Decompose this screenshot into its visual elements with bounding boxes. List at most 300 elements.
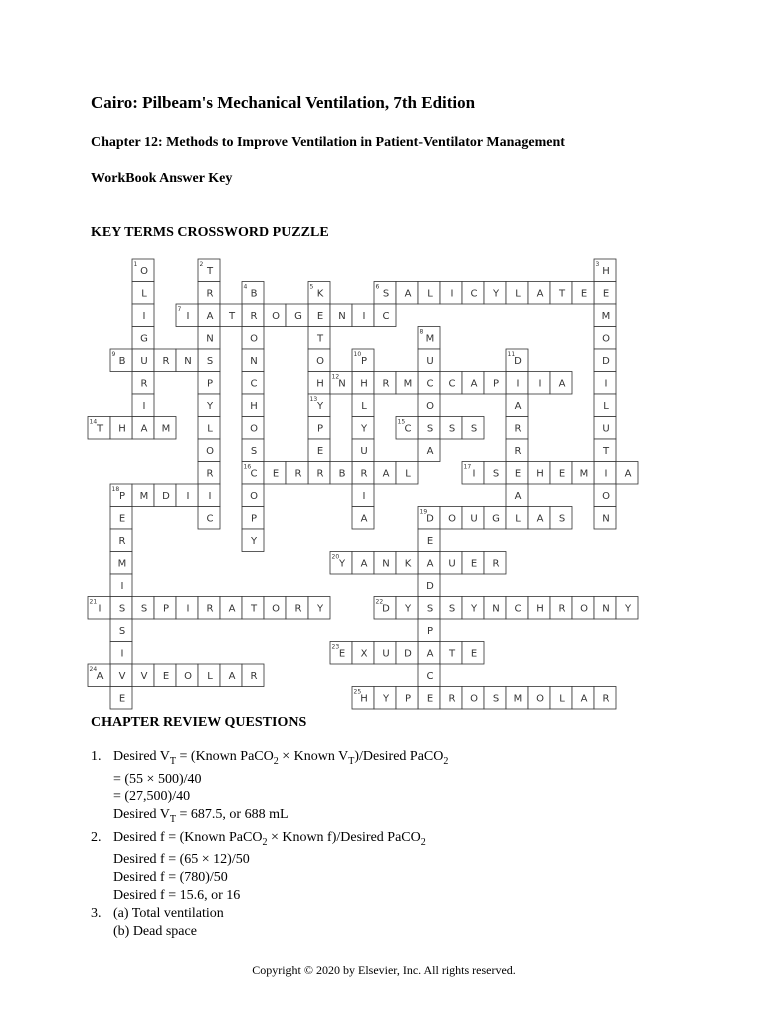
cell-letter: N	[602, 513, 610, 525]
crossword-cell	[110, 574, 132, 597]
crossword-cell	[506, 484, 528, 507]
clue-number: 19	[419, 508, 428, 516]
crossword-cell	[374, 597, 396, 620]
crossword-cell	[418, 394, 440, 417]
cell-letter: B	[250, 288, 258, 300]
crossword-cell	[594, 484, 616, 507]
cell-letter: U	[382, 648, 390, 660]
cell-letter: R	[206, 468, 214, 480]
crossword-cell	[594, 597, 616, 620]
crossword-cell	[418, 664, 440, 687]
crossword-cell	[110, 507, 132, 530]
crossword-cell	[220, 304, 242, 327]
clue-number: 8	[419, 328, 424, 336]
crossword-cell	[308, 394, 330, 417]
answer-key-label: WorkBook Answer Key	[91, 171, 233, 186]
crossword-cell	[550, 372, 572, 395]
cell-letter: D	[602, 355, 610, 367]
answer-line: = (55 × 500)/40	[113, 771, 202, 787]
cell-letter: I	[142, 400, 146, 412]
cell-letter: I	[186, 603, 190, 615]
crossword-cell	[440, 372, 462, 395]
cell-letter: Y	[360, 423, 368, 435]
crossword-cell	[198, 349, 220, 372]
document-title: Cairo: Pilbeam's Mechanical Ventilation, 7th Edition	[91, 93, 476, 112]
cell-letter: I	[362, 310, 366, 322]
cell-letter: N	[492, 603, 500, 615]
crossword-cell	[154, 597, 176, 620]
cell-letter: O	[448, 513, 456, 525]
crossword-cell	[396, 417, 418, 440]
cell-letter: R	[294, 468, 302, 480]
cell-letter: E	[316, 310, 324, 322]
crossword-cell	[198, 507, 220, 530]
crossword-cell	[110, 529, 132, 552]
crossword-cell	[110, 349, 132, 372]
crossword-cell	[396, 552, 418, 575]
crossword-cell	[330, 372, 352, 395]
crossword-cell	[594, 327, 616, 350]
crossword-cell	[110, 664, 132, 687]
cell-letter: R	[492, 558, 500, 570]
crossword-cell	[176, 664, 198, 687]
crossword-cell	[484, 462, 506, 485]
crossword-cell	[110, 687, 132, 710]
crossword-cell	[418, 619, 440, 642]
crossword-cell	[440, 552, 462, 575]
crossword-cell	[352, 349, 374, 372]
cell-letter: E	[426, 693, 434, 705]
cell-letter: H	[536, 603, 544, 615]
answer-line: Desired f = 15.6, or 16	[113, 887, 241, 903]
cell-letter: R	[316, 468, 324, 480]
crossword-cell	[572, 462, 594, 485]
cell-letter: S	[448, 423, 456, 435]
crossword-cell	[594, 282, 616, 305]
clue-number: 10	[353, 351, 362, 358]
cell-letter: X	[360, 648, 368, 660]
crossword-cell	[198, 439, 220, 462]
clue-number: 21	[89, 598, 98, 606]
crossword-cell	[484, 687, 506, 710]
cell-letter: S	[140, 603, 148, 615]
cell-letter: C	[250, 468, 258, 480]
crossword-cell	[198, 304, 220, 327]
crossword-cell	[264, 597, 286, 620]
answer-line: Desired f = (780)/50	[113, 870, 228, 886]
cell-letter: A	[514, 490, 522, 502]
crossword-cell	[462, 417, 484, 440]
crossword-cell	[418, 597, 440, 620]
crossword-cell	[462, 552, 484, 575]
crossword-cell	[198, 372, 220, 395]
crossword-cell	[198, 259, 220, 282]
cell-letter: T	[316, 333, 324, 345]
crossword-cell	[418, 439, 440, 462]
cell-letter: U	[602, 423, 610, 435]
review-question	[91, 905, 448, 941]
crossword-cell	[242, 507, 264, 530]
crossword-cell	[352, 552, 374, 575]
crossword-cell	[374, 687, 396, 710]
cell-letter: I	[538, 378, 542, 390]
cell-letter: N	[382, 558, 390, 570]
crossword-cell	[242, 282, 264, 305]
crossword-cell	[440, 642, 462, 665]
crossword-cell	[308, 304, 330, 327]
crossword-cell	[264, 462, 286, 485]
crossword-cell	[352, 484, 374, 507]
cell-letter: S	[426, 423, 434, 435]
cell-letter: O	[140, 265, 148, 277]
crossword-cell	[594, 259, 616, 282]
answer-line: Desired f = (65 × 12)/50	[113, 852, 250, 868]
clue-number: 1	[133, 261, 138, 268]
cell-letter: P	[492, 378, 500, 390]
cell-letter: N	[184, 355, 192, 367]
cell-letter: P	[206, 378, 214, 390]
cell-letter: Y	[316, 603, 324, 615]
cell-letter: R	[118, 535, 126, 547]
crossword-cell	[352, 642, 374, 665]
cell-letter: A	[404, 288, 412, 300]
cell-letter: R	[162, 355, 170, 367]
crossword-cell	[132, 417, 154, 440]
crossword-cell	[484, 372, 506, 395]
clue-number: 20	[331, 553, 340, 561]
cell-letter: V	[140, 670, 148, 682]
cell-letter: O	[470, 693, 478, 705]
crossword-cell	[506, 282, 528, 305]
cell-letter: Y	[624, 603, 632, 615]
crossword-cell	[352, 687, 374, 710]
cell-letter: A	[140, 423, 148, 435]
crossword-cell	[506, 439, 528, 462]
crossword-cell	[198, 282, 220, 305]
cell-letter: E	[338, 648, 346, 660]
cell-letter: S	[382, 288, 390, 300]
cell-letter: M	[117, 558, 127, 570]
review-heading: CHAPTER REVIEW QUESTIONS	[91, 715, 307, 730]
cell-letter: O	[250, 333, 258, 345]
crossword-cell	[418, 552, 440, 575]
crossword-cell	[528, 372, 550, 395]
cell-letter: Y	[206, 400, 214, 412]
crossword-cell	[308, 439, 330, 462]
cell-letter: L	[207, 423, 213, 435]
chapter-title: Chapter 12: Methods to Improve Ventilation in Patient-Ventilator Management	[91, 135, 565, 150]
crossword-cell	[176, 349, 198, 372]
cell-letter: N	[338, 310, 346, 322]
cell-letter: D	[162, 490, 170, 502]
cell-letter: T	[228, 310, 236, 322]
crossword-cell	[330, 552, 352, 575]
crossword-cell	[572, 687, 594, 710]
cell-letter: I	[98, 603, 102, 615]
cell-letter: O	[426, 400, 434, 412]
cell-letter: C	[250, 378, 258, 390]
cell-letter: H	[118, 423, 126, 435]
cell-letter: A	[426, 558, 434, 570]
cell-letter: Y	[470, 603, 478, 615]
cell-letter: N	[338, 378, 346, 390]
cell-letter: E	[118, 693, 126, 705]
crossword-cell	[242, 439, 264, 462]
cell-letter: M	[425, 333, 435, 345]
crossword-cell	[528, 687, 550, 710]
crossword-cell	[528, 282, 550, 305]
cell-letter: T	[96, 423, 104, 435]
cell-letter: E	[558, 468, 566, 480]
crossword-cell	[550, 687, 572, 710]
cell-letter: L	[405, 468, 411, 480]
cell-letter: I	[604, 378, 608, 390]
cell-letter: I	[362, 490, 366, 502]
cell-letter: A	[426, 445, 434, 457]
review-question	[91, 748, 448, 829]
crossword-cell	[330, 462, 352, 485]
cell-letter: O	[272, 310, 280, 322]
clue-number: 11	[507, 351, 516, 358]
cell-letter: L	[427, 288, 433, 300]
crossword-cell	[88, 417, 110, 440]
cell-letter: U	[140, 355, 148, 367]
crossword-cell	[132, 394, 154, 417]
crossword-cell	[572, 597, 594, 620]
answer-line: (a) Total ventilation	[113, 905, 224, 921]
cell-letter: O	[602, 333, 610, 345]
cell-letter: E	[602, 288, 610, 300]
crossword-cell	[110, 642, 132, 665]
cell-letter: Y	[382, 693, 390, 705]
crossword-cell	[198, 394, 220, 417]
cell-letter: O	[206, 445, 214, 457]
cell-letter: O	[602, 490, 610, 502]
answer-line: = (27,500)/40	[113, 789, 191, 805]
cell-letter: E	[426, 535, 434, 547]
cell-letter: L	[603, 400, 609, 412]
crossword-cell	[198, 327, 220, 350]
crossword-cell	[418, 687, 440, 710]
crossword-cell	[352, 507, 374, 530]
cell-letter: U	[426, 355, 434, 367]
crossword-cell	[132, 327, 154, 350]
crossword-cell	[506, 687, 528, 710]
cell-letter: G	[140, 333, 148, 345]
crossword-cell	[506, 597, 528, 620]
crossword-cell	[242, 462, 264, 485]
crossword-cell	[110, 597, 132, 620]
crossword-cell	[352, 394, 374, 417]
cell-letter: R	[250, 310, 258, 322]
cell-letter: A	[360, 558, 368, 570]
cell-letter: C	[470, 288, 478, 300]
cell-letter: B	[118, 355, 126, 367]
question-number: 2.	[91, 829, 102, 845]
crossword-cell	[242, 597, 264, 620]
cell-letter: E	[118, 513, 126, 525]
clue-number: 3	[595, 261, 600, 268]
cell-letter: T	[558, 288, 566, 300]
cell-letter: O	[580, 603, 588, 615]
crossword-cell	[418, 507, 440, 530]
crossword-cell	[550, 507, 572, 530]
crossword-cell	[110, 552, 132, 575]
cell-letter: S	[118, 625, 126, 637]
crossword-cell	[484, 507, 506, 530]
crossword-cell	[594, 417, 616, 440]
cell-letter: I	[186, 490, 190, 502]
cell-letter: B	[338, 468, 346, 480]
crossword-cell	[616, 597, 638, 620]
review-question-list	[91, 748, 448, 940]
crossword-cell	[132, 597, 154, 620]
crossword-cell	[462, 372, 484, 395]
cell-letter: L	[515, 288, 521, 300]
cell-letter: Y	[404, 603, 412, 615]
cell-letter: Y	[492, 288, 500, 300]
cell-letter: E	[162, 670, 170, 682]
crossword-cell	[154, 417, 176, 440]
cell-letter: V	[118, 670, 126, 682]
cell-letter: L	[141, 288, 147, 300]
cell-letter: C	[404, 423, 412, 435]
crossword-cell	[594, 507, 616, 530]
clue-number: 12	[331, 373, 340, 381]
cell-letter: I	[604, 468, 608, 480]
cell-letter: Y	[316, 400, 324, 412]
crossword-cell	[198, 462, 220, 485]
cell-letter: O	[316, 355, 324, 367]
crossword-cell	[396, 597, 418, 620]
cell-letter: G	[294, 310, 302, 322]
crossword-cell	[550, 597, 572, 620]
cell-letter: T	[448, 648, 456, 660]
crossword-cell	[110, 619, 132, 642]
cell-letter: S	[470, 423, 478, 435]
cell-letter: R	[294, 603, 302, 615]
crossword-cell	[528, 507, 550, 530]
crossword-cell	[242, 349, 264, 372]
crossword-cell	[242, 372, 264, 395]
cell-letter: H	[536, 468, 544, 480]
cell-letter: A	[360, 513, 368, 525]
crossword-cell	[594, 439, 616, 462]
clue-number: 18	[111, 486, 120, 493]
cell-letter: H	[250, 400, 258, 412]
crossword-cell	[154, 664, 176, 687]
crossword-cell	[352, 304, 374, 327]
crossword-heading: KEY TERMS CROSSWORD PUZZLE	[91, 225, 329, 240]
crossword-cell	[374, 282, 396, 305]
crossword-cell	[176, 484, 198, 507]
cell-letter: C	[448, 378, 456, 390]
clue-number: 6	[375, 283, 380, 291]
cell-letter: E	[316, 445, 324, 457]
crossword-cell	[352, 372, 374, 395]
cell-letter: M	[513, 693, 523, 705]
crossword-cell	[594, 462, 616, 485]
crossword-cell	[220, 597, 242, 620]
cell-letter: A	[382, 468, 390, 480]
cell-letter: M	[161, 423, 171, 435]
crossword-cell	[484, 597, 506, 620]
cell-letter: Y	[250, 535, 258, 547]
cell-letter: I	[516, 378, 520, 390]
crossword-cell	[198, 417, 220, 440]
cell-letter: A	[558, 378, 566, 390]
crossword-cell	[198, 484, 220, 507]
cell-letter: E	[580, 288, 588, 300]
review-question	[91, 829, 448, 905]
crossword-cell	[308, 372, 330, 395]
crossword-cell	[594, 687, 616, 710]
crossword-cell	[374, 462, 396, 485]
cell-letter: L	[515, 513, 521, 525]
clue-number: 14	[89, 418, 98, 426]
crossword-cell	[616, 462, 638, 485]
cell-letter: D	[514, 355, 522, 367]
cell-letter: R	[140, 378, 148, 390]
clue-number: 24	[89, 666, 98, 673]
cell-letter: G	[492, 513, 500, 525]
crossword-cell	[176, 597, 198, 620]
cell-letter: R	[514, 423, 522, 435]
crossword-cell	[330, 642, 352, 665]
clue-number: 17	[463, 463, 472, 471]
cell-letter: O	[250, 423, 258, 435]
clue-number: 4	[243, 283, 248, 291]
cell-letter: A	[624, 468, 632, 480]
crossword-cell	[154, 484, 176, 507]
cell-letter: A	[228, 670, 236, 682]
crossword-cell	[242, 327, 264, 350]
crossword-cell	[528, 462, 550, 485]
cell-letter: H	[602, 265, 610, 277]
cell-letter: A	[470, 378, 478, 390]
cell-letter: L	[207, 670, 213, 682]
cell-letter: R	[558, 603, 566, 615]
clue-number: 25	[353, 688, 362, 696]
cell-letter: I	[120, 580, 124, 592]
crossword-cell	[418, 372, 440, 395]
crossword-cell	[528, 597, 550, 620]
crossword-cell	[88, 597, 110, 620]
crossword-cell	[132, 282, 154, 305]
crossword-cell	[132, 304, 154, 327]
copyright-footer: Copyright © 2020 by Elsevier, Inc. All rights reserved.	[252, 963, 516, 977]
cell-letter: R	[206, 603, 214, 615]
crossword-cell	[308, 417, 330, 440]
crossword-cell	[352, 417, 374, 440]
cell-letter: M	[579, 468, 589, 480]
crossword-cell	[242, 484, 264, 507]
cell-letter: I	[120, 648, 124, 660]
crossword-cell	[506, 394, 528, 417]
cell-letter: E	[470, 648, 478, 660]
crossword-cell	[594, 394, 616, 417]
cell-letter: C	[382, 310, 390, 322]
crossword-cell	[242, 394, 264, 417]
crossword-cell	[198, 664, 220, 687]
cell-letter: R	[250, 670, 258, 682]
cell-letter: N	[206, 333, 214, 345]
cell-letter: S	[250, 445, 258, 457]
crossword-cell	[572, 282, 594, 305]
crossword-cell	[440, 507, 462, 530]
crossword-cell	[88, 664, 110, 687]
crossword-cell	[286, 304, 308, 327]
